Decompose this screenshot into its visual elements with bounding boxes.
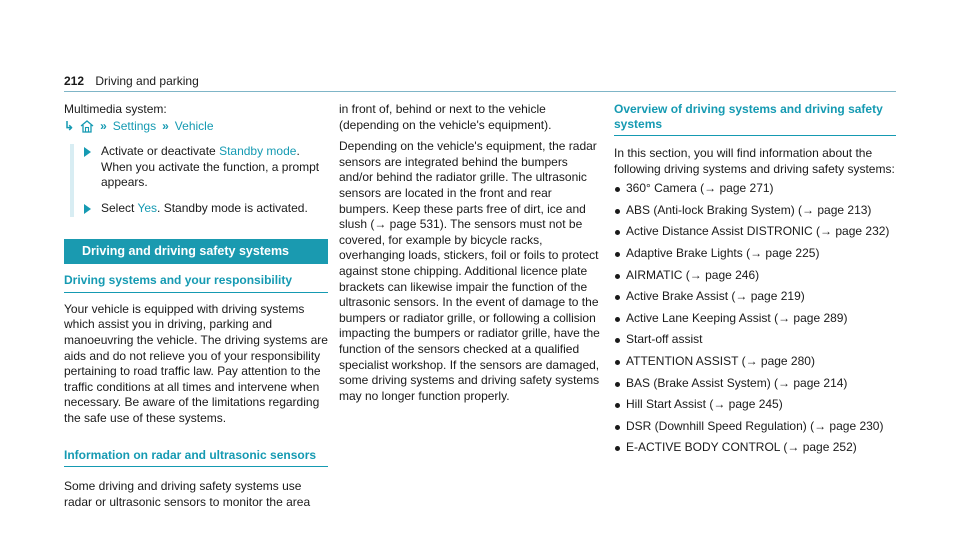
subheading-responsibility: Driving systems and your responsibility	[64, 273, 328, 293]
column-left	[64, 102, 328, 510]
section-title-bar: Driving and driving safety systems	[64, 239, 328, 265]
overview-heading: Overview of driving systems and driving safety systems	[614, 102, 896, 136]
responsibility-paragraph: Your vehicle is equipped with driving systems which assist you in driving, parking and manoeuvring the vehicle. The driving systems are aids and do not relieve you of your responsibility pertaining to road traffic law. Pay attention to the traffic conditions at all times and intervene when necessary. Be aware of the limitations regarding the safe use of these systems.	[64, 301, 328, 425]
step1-text-cont: . When you activate the function, a prompt appears.	[101, 144, 320, 190]
instruction-step-1	[70, 144, 328, 201]
sensors-paragraph-start: Some driving and driving safety systems use radar or ultrasonic sensors to monitor the area	[64, 479, 311, 509]
list-item: AIRMATIC (→ page 246)	[614, 268, 896, 284]
list-item: ATTENTION ASSIST (→ page 280)	[614, 354, 896, 370]
list-item: Active Lane Keeping Assist (→ page 289)	[614, 311, 896, 327]
instruction-step-2	[70, 201, 328, 217]
home-icon	[80, 120, 94, 133]
list-item: Active Distance Assist DISTRONIC (→ page 232)	[614, 224, 896, 240]
menu-path	[64, 119, 328, 135]
step-arrow-icon	[84, 204, 91, 214]
column-right	[614, 102, 896, 462]
list-item: E-ACTIVE BODY CONTROL (→ page 252)	[614, 440, 896, 456]
list-item: 360° Camera (→ page 271)	[614, 181, 896, 197]
menu-vehicle[interactable]: Vehicle	[174, 118, 214, 133]
step2-text: Select	[101, 200, 138, 215]
step1-text: Activate or deactivate	[101, 144, 220, 159]
list-item: Active Brake Assist (→ page 219)	[614, 289, 896, 305]
page-header	[64, 74, 199, 88]
yes-option[interactable]: Yes	[137, 200, 158, 215]
step-arrow-icon	[84, 147, 91, 157]
page-number: 212	[64, 74, 85, 88]
list-item: DSR (Downhill Speed Regulation) (→ page 230)	[614, 419, 896, 435]
list-item: ABS (Anti-lock Braking System) (→ page 213)	[614, 203, 896, 219]
step2-text-cont: . Standby mode is activated.	[157, 200, 308, 215]
double-chevron-icon: »	[100, 118, 107, 133]
standby-mode-option[interactable]: Standby mode	[219, 144, 297, 159]
return-arrow-icon: ↳	[64, 118, 75, 133]
multimedia-intro: Multimedia system:	[64, 102, 167, 116]
list-item: BAS (Brake Assist System) (→ page 214)	[614, 376, 896, 392]
list-item: Start-off assist	[614, 332, 896, 348]
list-item: Hill Start Assist (→ page 245)	[614, 397, 896, 413]
overview-intro: In this section, you will find information about the following driving systems and driving safety systems:	[614, 146, 895, 176]
header-divider	[64, 91, 896, 92]
sensors-paragraph-cont: in front of, behind or next to the vehicle (depending on the vehicle's equipment).	[339, 102, 552, 132]
chapter-title: Driving and parking	[95, 74, 199, 88]
systems-list	[614, 181, 896, 456]
subheading-sensors: Information on radar and ultrasonic sensors	[64, 448, 328, 468]
menu-settings[interactable]: Settings	[112, 118, 157, 133]
double-chevron-icon: »	[162, 118, 169, 133]
sensor-location-paragraph: Depending on the vehicle's equipment, the radar sensors are integrated behind the bumpers and/or behind the radiator grille. The ultrasonic sensors are located in the front and rear bumpers. Keep these parts free of dirt, ice and slush (→ page 531). The sensors must not be covered, for example by bicycle racks, overhanging loads, stickers, foil or foils to protect against stone chipping. Additional licence plate brackets can likewise impair the function of the ultrasonic sensors. In the event of damage to the bumpers or radiator grille, or following a collision impacting the bumpers or radiator grille, have the function of the sensors checked at a qualified specialist workshop. If the sensors are damaged, some driving systems and driving safety systems may no longer function properly.	[339, 139, 600, 403]
list-item: Adaptive Brake Lights (→ page 225)	[614, 246, 896, 262]
column-middle	[339, 102, 604, 404]
